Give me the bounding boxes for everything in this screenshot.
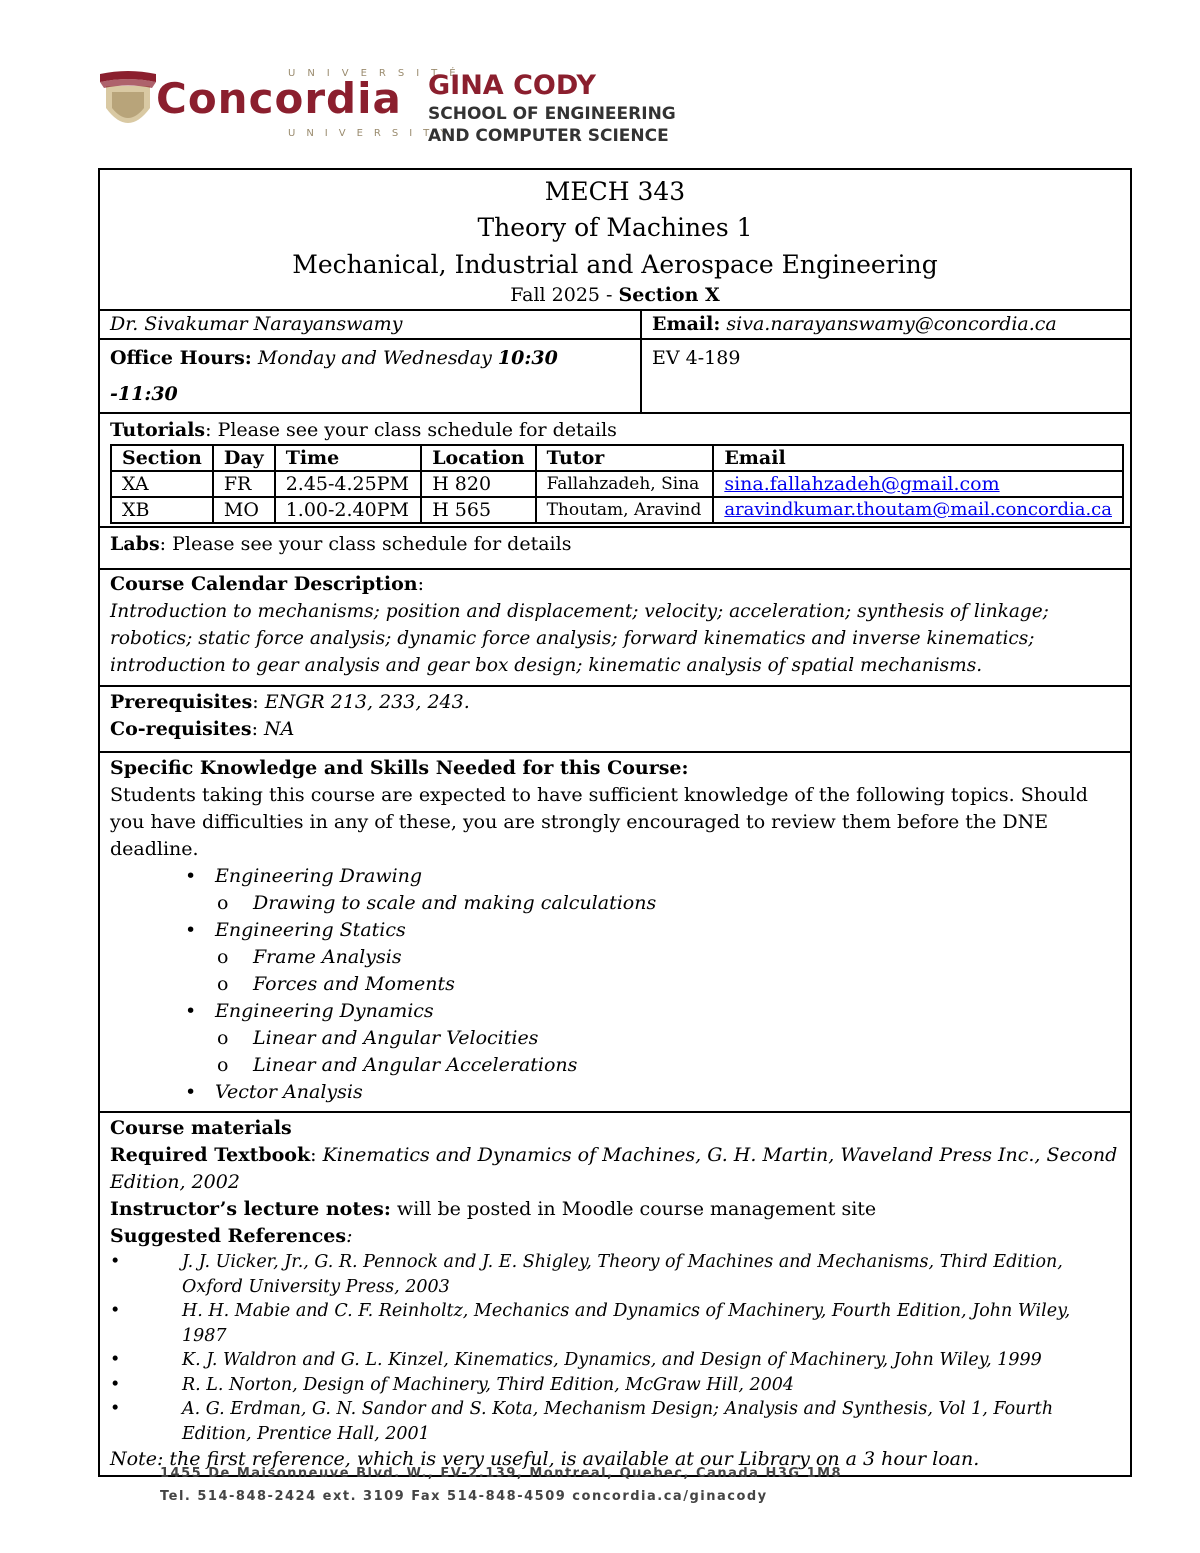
table-row <box>111 471 1123 497</box>
tutor-email-link[interactable]: sina.fallahzadeh@gmail.com <box>713 471 1123 497</box>
references-list <box>110 1250 1120 1446</box>
materials-section: Course materials Required Textbook: Kinematics and Dynamics of Machines, G. H. Martin, Waveland Press Inc., Second Edition, 2002 Instructor’s lecture notes: will be posted in Moodle course management site Suggested References: • J. J. Uicker, Jr., G. R. Pennock and J. E. Shigley, Theory of Machines and Mechanisms, Third Edition, Oxford University Press, 2003 • H. H. Mabie and C. F. Reinholtz, Mechanics and Dynamics of Machinery, Fourth Edition, John Wiley, 1987 • K. J. Waldron and G. L. Kinzel, Kinematics, Dynamics, and Design of Machinery, John Wiley, 1999 • R. L. Norton, Design of Machinery, Third Edition, McGraw Hill, 2004 • A. G. Erdman, G. N. Sandor and S. Kota, Mechanism Design; Analysis and Synthesis, Vol 1, Fourth Edition, Prentice Hall, 2001 Note: the first reference, which is very useful, is available at our Library on a 3 hour loan. <box>100 1113 1130 1475</box>
office-hours-label: Office Hours: <box>110 347 252 369</box>
list-item: • J. J. Uicker, Jr., G. R. Pennock and J. E. Shigley, Theory of Machines and Mechanisms, Third Edition, Oxford University Press, 2003 <box>110 1250 1120 1299</box>
labs-text: : Please see your class schedule for details <box>159 533 572 555</box>
list-item: o Linear and Angular Accelerations <box>253 1052 1120 1079</box>
footer-address: 1455 De Maisonneuve Blvd. W., EV-2.139, Montreal, Quebec, Canada H3G 1M8 <box>160 1466 843 1481</box>
skills-label: Specific Knowledge and Skills Needed for this Course: <box>110 757 689 779</box>
cell-section: XA <box>111 471 213 497</box>
term-line <box>110 283 1120 307</box>
header-logo <box>98 68 698 148</box>
list-item: o Linear and Angular Velocities <box>253 1025 1120 1052</box>
list-item <box>215 917 1120 998</box>
school-name-line1: GINA CODY <box>428 70 596 101</box>
office-hours-row <box>100 340 1130 414</box>
concordia-shield-icon <box>98 68 158 144</box>
course-name: Theory of Machines 1 <box>477 213 753 242</box>
calendar-colon: : <box>417 573 425 595</box>
library-note: Note: the first reference, which is very useful, is available at our Library on a 3 hour loan. <box>110 1448 980 1470</box>
calendar-text: Introduction to mechanisms; position and displacement; velocity; acceleration; synthesis of linkage; robotics; static force analysis; dynamic force analysis; forward kinematics and inverse kinematics; introduction to gear analysis and gear box design; kinematic analysis of spatial mechanisms. <box>110 601 1049 676</box>
university-top-text: UNIVERSITÉ <box>288 68 468 79</box>
tutorials-section <box>100 414 1130 528</box>
coreq-label: Co-requisites <box>110 718 252 740</box>
email-label: Email: <box>652 313 721 335</box>
cell-tutor: Fallahzadeh, Sina <box>536 471 714 497</box>
list-item <box>215 1079 1120 1106</box>
calendar-section <box>100 570 1130 687</box>
section: Section X <box>618 284 720 306</box>
office-hours-time: 10:30 -11:30 <box>110 347 558 405</box>
col-time: Time <box>275 445 421 471</box>
skills-intro: Students taking this course are expected to have sufficient knowledge of the following topics. Should you have difficulties in any of these, you are strongly encouraged to review them before the DNE deadline. <box>110 784 1088 860</box>
list-item: o Forces and Moments <box>253 971 1120 998</box>
col-day: Day <box>213 445 275 471</box>
topic-name: Engineering Drawing <box>215 865 423 887</box>
calendar-label: Course Calendar Description <box>110 573 418 595</box>
tutor-email-link[interactable]: aravindkumar.thoutam@mail.concordia.ca <box>713 497 1123 523</box>
footer-contact: Tel. 514-848-2424 ext. 3109 Fax 514-848-4509 concordia.ca/ginacody <box>160 1489 768 1504</box>
list-item: o Drawing to scale and making calculations <box>253 890 1120 917</box>
col-tutor: Tutor <box>536 445 714 471</box>
course-code: MECH 343 <box>544 177 686 206</box>
term: Fall 2025 - <box>510 284 619 306</box>
notes-label: Instructor’s lecture notes: <box>110 1198 391 1220</box>
course-outline-table <box>98 168 1132 1477</box>
tutorials-table <box>110 444 1124 524</box>
topic-name: Vector Analysis <box>215 1081 363 1103</box>
topic-name: Engineering Dynamics <box>215 1000 434 1022</box>
prereq-value: ENGR 213, 233, 243. <box>264 691 470 713</box>
university-name: Concordia <box>156 74 402 123</box>
list-item: • H. H. Mabie and C. F. Reinholtz, Mechanics and Dynamics of Machinery, Fourth Edition, John Wiley, 1987 <box>110 1299 1120 1348</box>
table-row <box>111 497 1123 523</box>
cell-section: XB <box>111 497 213 523</box>
school-name-line3: AND COMPUTER SCIENCE <box>428 126 669 146</box>
labs-section <box>100 528 1130 570</box>
refs-label: Suggested References <box>110 1225 347 1247</box>
prereq-label: Prerequisites <box>110 691 253 713</box>
list-item <box>215 998 1120 1079</box>
list-item: o Frame Analysis <box>253 944 1120 971</box>
cell-time: 2.45-4.25PM <box>275 471 421 497</box>
cell-time: 1.00-2.40PM <box>275 497 421 523</box>
textbook: Kinematics and Dynamics of Machines, G. H. Martin, Waveland Press Inc., Second Edition, 2002 <box>110 1144 1118 1193</box>
cell-day: FR <box>213 471 275 497</box>
requisites-section: Prerequisites: ENGR 213, 233, 243. Co-requisites: NA <box>100 687 1130 753</box>
skills-list <box>110 863 1120 1106</box>
notes-text: will be posted in Moodle course management site <box>390 1198 877 1220</box>
tutorials-label: Tutorials <box>110 419 206 441</box>
col-section: Section <box>111 445 213 471</box>
university-bottom-text: UNIVERSITY <box>288 128 458 139</box>
cell-day: MO <box>213 497 275 523</box>
department: Mechanical, Industrial and Aerospace Engineering <box>292 250 938 279</box>
cell-location: H 565 <box>421 497 535 523</box>
skills-section <box>100 753 1130 1113</box>
office-hours-days: Monday and Wednesday <box>257 347 498 369</box>
topic-name: Engineering Statics <box>215 919 406 941</box>
materials-label: Course materials <box>110 1117 292 1139</box>
labs-label: Labs <box>110 533 160 555</box>
col-location: Location <box>421 445 535 471</box>
list-item <box>215 863 1120 917</box>
school-name-line2: SCHOOL OF ENGINEERING <box>428 104 676 124</box>
course-title-block <box>100 170 1130 311</box>
list-item: • A. G. Erdman, G. N. Sandor and S. Kota, Mechanism Design; Analysis and Synthesis, Vol 1, Fourth Edition, Prentice Hall, 2001 <box>110 1397 1120 1446</box>
office-location: EV 4-189 <box>652 347 741 369</box>
cell-location: H 820 <box>421 471 535 497</box>
tutorials-header-row <box>111 445 1123 471</box>
textbook-label: Required Textbook <box>110 1144 311 1166</box>
instructor-name: Dr. Sivakumar Narayanswamy <box>110 313 403 335</box>
coreq-value: NA <box>264 718 295 740</box>
col-email: Email <box>713 445 1123 471</box>
tutorials-text: : Please see your class schedule for details <box>205 419 617 441</box>
instructor-email[interactable]: siva.narayanswamy@concordia.ca <box>726 313 1057 335</box>
instructor-row <box>100 311 1130 340</box>
list-item: • K. J. Waldron and G. L. Kinzel, Kinematics, Dynamics, and Design of Machinery, John Wiley, 1999 <box>110 1348 1120 1373</box>
list-item: • R. L. Norton, Design of Machinery, Third Edition, McGraw Hill, 2004 <box>110 1373 1120 1398</box>
cell-tutor: Thoutam, Aravind <box>536 497 714 523</box>
